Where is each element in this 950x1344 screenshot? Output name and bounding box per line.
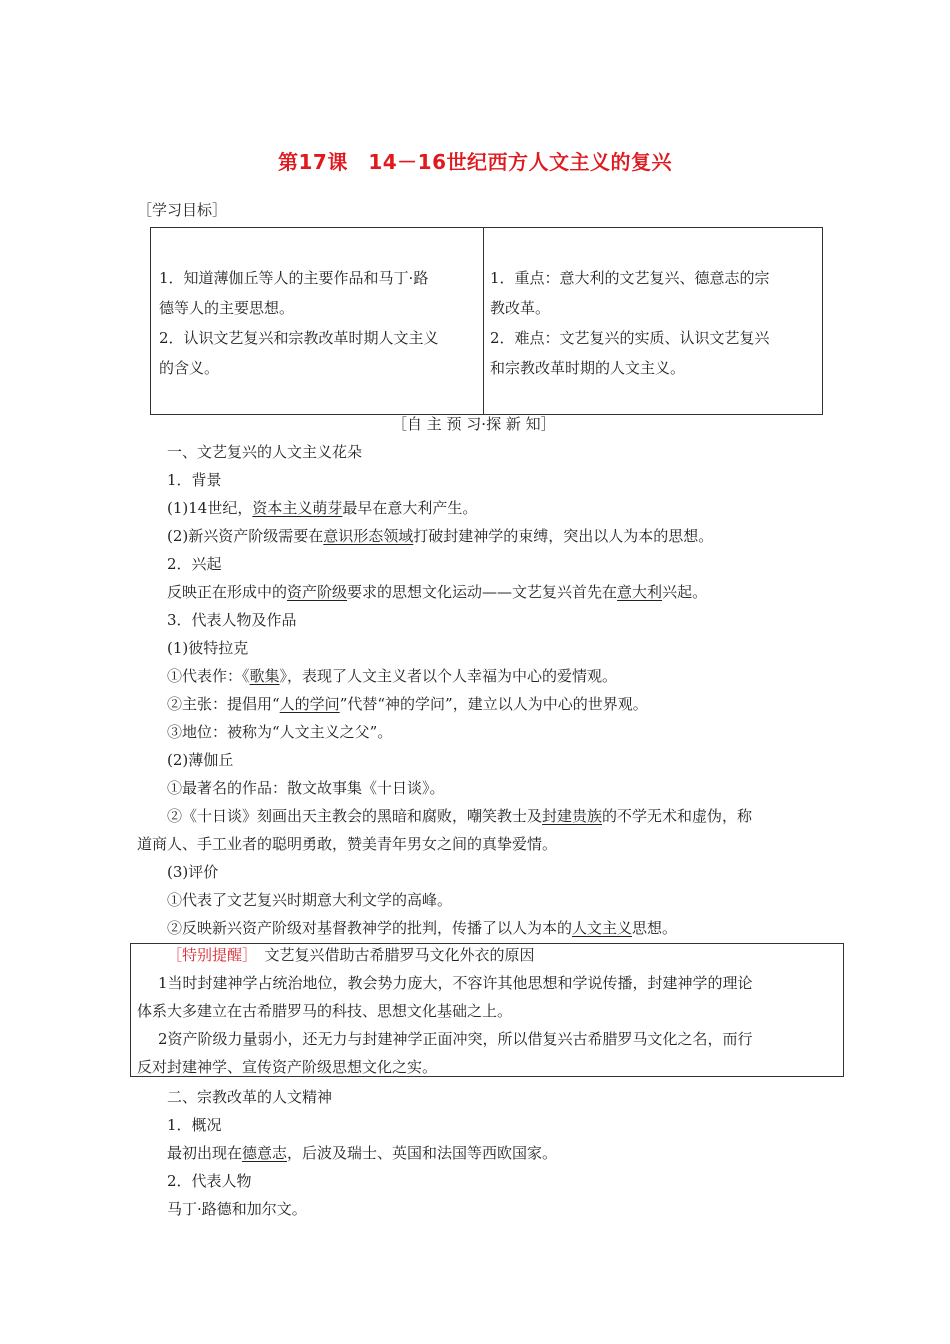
boccaccio-heading: (2)薄伽丘 bbox=[167, 751, 234, 769]
callout-line: 体系大多建立在古希腊罗马的科技、思想文化基础之上。 bbox=[137, 1002, 513, 1020]
goals-right-line: 和宗教改革时期的人文主义。 bbox=[490, 359, 686, 377]
key-term: 德意志 bbox=[242, 1144, 288, 1162]
goals-right-line: 教改革。 bbox=[490, 299, 551, 317]
part2-heading: 二、宗教改革的人文精神 bbox=[167, 1088, 333, 1106]
petrarch-heading: (1)彼特拉克 bbox=[167, 639, 249, 657]
key-term: 意大利 bbox=[617, 583, 663, 601]
goals-right-cell bbox=[490, 263, 770, 383]
rise-text: 反映正在形成中的资产阶级要求的思想文化运动——文艺复兴首先在意大利兴起。 bbox=[167, 583, 708, 601]
evaluation-heading: (3)评价 bbox=[167, 863, 219, 881]
key-term: 封建贵族 bbox=[542, 807, 603, 825]
overview-text: 最初出现在德意志，后波及瑞士、英国和法国等西欧国家。 bbox=[167, 1144, 558, 1162]
goals-right-line: 2．难点：文艺复兴的实质、认识文艺复兴 bbox=[490, 329, 770, 347]
callout-heading: ［特别提醒］ 文艺复兴借助古希腊罗马文化外衣的原因 bbox=[167, 946, 535, 964]
petrarch-idea: ②主张：提倡用“人的学问”代替“神的学问”，建立以人为中心的世界观。 bbox=[167, 695, 648, 713]
callout-line: 1当时封建神学占统治地位，教会势力庞大，不容许其他思想和学说传播，封建神学的理论 bbox=[158, 974, 753, 992]
goals-label: ［学习目标］ bbox=[137, 201, 228, 219]
rise-heading: 2．兴起 bbox=[167, 555, 222, 573]
evaluation-2: ②反映新兴资产阶级对基督教神学的批判，传播了以人为本的人文主义思想。 bbox=[167, 919, 678, 937]
evaluation-1: ①代表了文艺复兴时期意大利文学的高峰。 bbox=[167, 891, 453, 909]
background-heading: 1．背景 bbox=[167, 471, 222, 489]
goals-left-line: 的含义。 bbox=[159, 359, 220, 377]
boccaccio-work: ①最著名的作品：散文故事集《十日谈》。 bbox=[167, 779, 445, 797]
key-term: 资产阶级 bbox=[287, 583, 348, 601]
key-term: 资本主义萌芽 bbox=[252, 499, 343, 517]
key-term: 人的学问 bbox=[279, 695, 340, 713]
callout-line: 2资产阶级力量弱小，还无力与封建神学正面冲突，所以借复兴古希腊罗马文化之名，而行 bbox=[158, 1030, 753, 1048]
boccaccio-content-cont: 道商人、手工业者的聪明勇敢，赞美青年男女之间的真挚爱情。 bbox=[137, 835, 558, 853]
reformers-heading: 2．代表人物 bbox=[167, 1172, 252, 1190]
background-item-1: (1)14世纪，资本主义萌芽最早在意大利产生。 bbox=[167, 499, 478, 517]
reformers-text: 马丁·路德和加尔文。 bbox=[167, 1200, 307, 1218]
figures-heading: 3．代表人物及作品 bbox=[167, 611, 297, 629]
petrarch-work: ①代表作：《歌集》，表现了人文主义者以个人幸福为中心的爱情观。 bbox=[167, 667, 618, 685]
goals-divider bbox=[483, 228, 484, 414]
key-term: 意识形态领域 bbox=[323, 527, 414, 545]
key-term: 人文主义 bbox=[572, 919, 633, 937]
goals-left-cell bbox=[159, 263, 439, 383]
goals-left-line: 1．知道薄伽丘等人的主要作品和马丁·路 bbox=[159, 269, 429, 287]
callout-tag: ［特别提醒］ bbox=[167, 946, 250, 964]
section-banner: ［自 主 预 习·探 新 知］ bbox=[392, 415, 556, 433]
callout-number: 2 bbox=[158, 1030, 168, 1048]
petrarch-status: ③地位：被称为“人文主义之父”。 bbox=[167, 723, 393, 741]
goals-left-line: 德等人的主要思想。 bbox=[159, 299, 295, 317]
goals-left-line: 2．认识文艺复兴和宗教改革时期人文主义 bbox=[159, 329, 439, 347]
goals-right-line: 1．重点：意大利的文艺复兴、德意志的宗 bbox=[490, 269, 770, 287]
goals-table bbox=[150, 227, 823, 415]
overview-heading: 1．概况 bbox=[167, 1116, 222, 1134]
key-term: 歌集 bbox=[249, 667, 280, 685]
background-item-2: (2)新兴资产阶级需要在意识形态领域打破封建神学的束缚，突出以人为本的思想。 bbox=[167, 527, 714, 545]
part1-heading: 一、文艺复兴的人文主义花朵 bbox=[167, 443, 363, 461]
callout-number: 1 bbox=[158, 974, 168, 992]
callout-line: 反对封建神学、宣传资产阶级思想文化之实。 bbox=[137, 1058, 438, 1076]
boccaccio-content: ②《十日谈》刻画出天主教会的黑暗和腐败，嘲笑教士及封建贵族的不学无术和虚伪，称 bbox=[167, 807, 753, 825]
page-title: 第17课 14－16世纪西方人文主义的复兴 bbox=[278, 150, 672, 174]
